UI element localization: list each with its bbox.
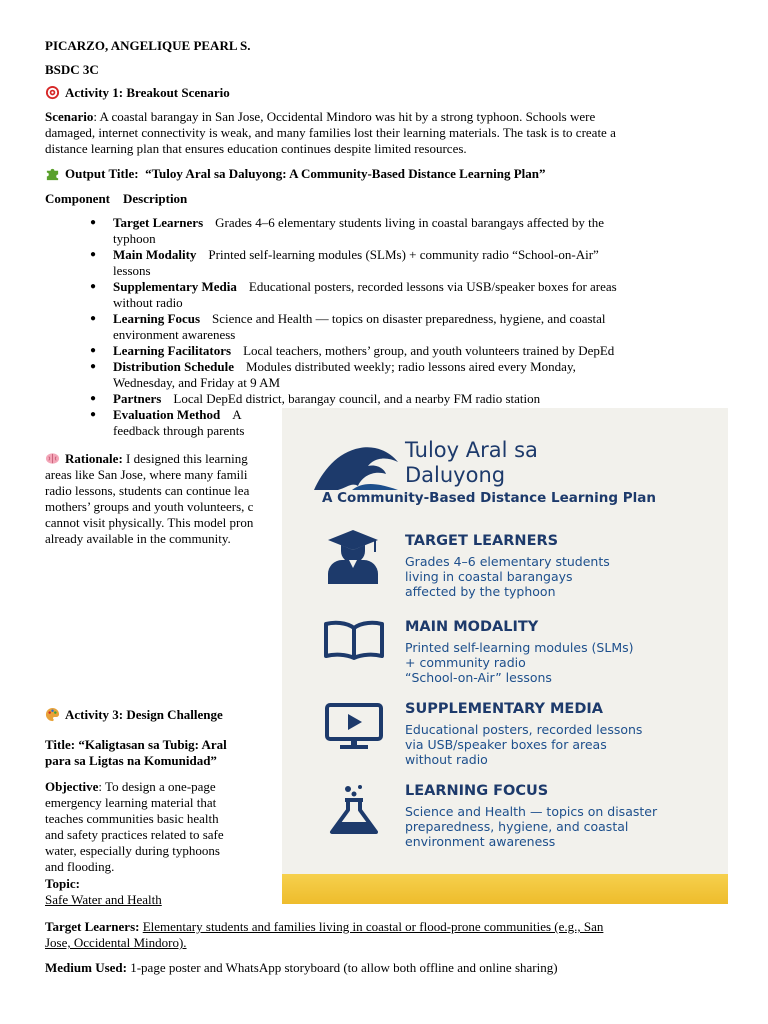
rationale-line: cannot visit physically. This model pron xyxy=(45,515,254,530)
item-desc: A xyxy=(232,407,242,422)
objective-label: Objective xyxy=(45,779,99,794)
component-list xyxy=(90,215,710,439)
item-key: Supplementary Media xyxy=(113,279,237,294)
section-supplementary-media xyxy=(405,700,705,767)
item-key: Learning Focus xyxy=(113,311,201,326)
video-monitor-icon xyxy=(324,702,384,750)
infographic-title-line: Daluyong xyxy=(405,463,506,487)
scenario-line-3: distance learning plan that ensures education continues despite limited resources. xyxy=(45,141,467,156)
activity1-heading xyxy=(45,85,230,101)
palette-icon xyxy=(45,707,60,722)
objective-line: teaches communities basic health xyxy=(45,811,219,826)
section-description xyxy=(405,804,705,849)
graduate-icon xyxy=(324,528,382,584)
section-line: affected by the typhoon xyxy=(405,584,556,599)
gold-footer-band xyxy=(282,874,728,904)
target-line: Elementary students and families living in coastal or flood-prone communities (e.g., San xyxy=(142,919,604,934)
section-line: + community radio xyxy=(405,655,526,670)
item-key: Distribution Schedule xyxy=(113,359,234,374)
section-line: preparedness, hygiene, and coastal xyxy=(405,819,629,834)
list-item xyxy=(90,311,710,343)
objective-line: water, especially during typhoons xyxy=(45,843,220,858)
item-desc: Local DepEd district, barangay council, and a nearby FM radio station xyxy=(173,391,541,406)
rationale-line: radio lessons, students can continue lea xyxy=(45,483,250,498)
activity3-heading-text: Activity 3: Design Challenge xyxy=(65,707,223,722)
topic-label: Topic: xyxy=(45,876,80,891)
section-description xyxy=(405,722,705,767)
scenario-line-1: : A coastal barangay in San Jose, Occidental Mindoro was hit by a strong typhoon. Schools were xyxy=(93,109,596,124)
item-desc-cont: feedback through parents xyxy=(113,423,245,438)
brain-icon xyxy=(45,451,60,466)
rationale-line: I designed this learning xyxy=(126,451,248,466)
infographic-title-line: Tuloy Aral sa xyxy=(405,438,538,462)
activity1-heading-text: Activity 1: Breakout Scenario xyxy=(65,85,230,100)
section-target-learners xyxy=(405,532,705,599)
list-item xyxy=(90,359,710,391)
design-title-line: para sa Ligtas na Komunidad” xyxy=(45,753,217,768)
topic-block xyxy=(45,876,162,908)
rationale-line: areas like San Jose, where many famili xyxy=(45,467,248,482)
wave-logo-icon xyxy=(312,442,400,492)
item-desc: Modules distributed weekly; radio lessons aired every Monday, xyxy=(246,359,576,374)
item-desc-cont: typhoon xyxy=(113,231,156,246)
item-key: Target Learners xyxy=(113,215,204,230)
section-heading: TARGET LEARNERS xyxy=(405,533,559,549)
scenario-paragraph xyxy=(45,109,725,157)
section-learning-focus xyxy=(405,782,705,849)
section-description xyxy=(405,554,705,599)
infographic-title xyxy=(405,438,538,488)
book-icon xyxy=(324,620,384,660)
scenario-label: Scenario xyxy=(45,109,94,124)
objective-line: emergency learning material that xyxy=(45,795,217,810)
item-desc-cont: lessons xyxy=(113,263,151,278)
section-line: Printed self-learning modules (SLMs) xyxy=(405,640,634,655)
student-name: PICARZO, ANGELIQUE PEARL S. xyxy=(45,38,251,53)
section-description xyxy=(405,640,705,685)
design-title xyxy=(45,737,285,769)
flask-icon xyxy=(324,784,384,836)
medium-block xyxy=(45,960,725,976)
section-line: Educational posters, recorded lessons xyxy=(405,722,643,737)
item-key: Learning Facilitators xyxy=(113,343,232,358)
list-item xyxy=(90,279,710,311)
scenario-line-2: damaged, internet connectivity is weak, and many families lost their learning materials. The task is to create a xyxy=(45,125,616,140)
col-description: Description xyxy=(123,191,188,206)
rationale-line: already available in the community. xyxy=(45,531,231,546)
section-heading: LEARNING FOCUS xyxy=(405,783,549,799)
section-heading: MAIN MODALITY xyxy=(405,619,539,635)
section-line: Science and Health — topics on disaster xyxy=(405,804,658,819)
section-heading: SUPPLEMENTARY MEDIA xyxy=(405,701,603,717)
output-label: Output Title: xyxy=(65,166,139,181)
item-desc: Grades 4–6 elementary students living in coastal barangays affected by the xyxy=(215,215,605,230)
item-desc-cont: without radio xyxy=(113,295,183,310)
section-line: without radio xyxy=(405,752,488,767)
target-icon xyxy=(45,85,60,100)
list-item xyxy=(90,343,710,359)
item-desc: Educational posters, recorded lessons via USB/speaker boxes for areas xyxy=(248,279,617,294)
item-desc: Printed self-learning modules (SLMs) + community radio “School-on-Air” xyxy=(208,247,599,262)
item-key: Evaluation Method xyxy=(113,407,221,422)
output-title: “Tuloy Aral sa Daluyong: A Community-Based Distance Learning Plan” xyxy=(145,166,546,181)
target-line: Jose, Occidental Mindoro). xyxy=(45,935,187,950)
medium-value: 1-page poster and WhatsApp storyboard (to allow both offline and online sharing) xyxy=(130,960,558,975)
item-key: Main Modality xyxy=(113,247,197,262)
section-line: via USB/speaker boxes for areas xyxy=(405,737,607,752)
objective-line: : To design a one-page xyxy=(98,779,216,794)
col-component: Component xyxy=(45,191,111,206)
design-title-line: Title: “Kaligtasan sa Tubig: Aral xyxy=(45,737,227,752)
item-desc: Science and Health — topics on disaster preparedness, hygiene, and coastal xyxy=(212,311,606,326)
item-desc-cont: Wednesday, and Friday at 9 AM xyxy=(113,375,281,390)
topic-value: Safe Water and Health xyxy=(45,892,162,907)
infographic-subtitle: A Community-Based Distance Learning Plan xyxy=(322,490,657,506)
list-item xyxy=(90,247,710,279)
puzzle-icon xyxy=(45,166,60,181)
list-item xyxy=(90,215,710,247)
section-main-modality xyxy=(405,618,705,685)
medium-label: Medium Used: xyxy=(45,960,127,975)
student-section: BSDC 3C xyxy=(45,62,99,77)
item-desc-cont: environment awareness xyxy=(113,327,236,342)
infographic-card xyxy=(282,408,728,904)
table-header xyxy=(45,191,187,207)
objective-paragraph xyxy=(45,779,285,875)
list-item xyxy=(90,391,710,407)
section-line: living in coastal barangays xyxy=(405,569,573,584)
rationale-label: Rationale: xyxy=(65,451,123,466)
section-line: Grades 4–6 elementary students xyxy=(405,554,610,569)
objective-line: and flooding. xyxy=(45,859,115,874)
objective-line: and safety practices related to safe xyxy=(45,827,224,842)
target-label: Target Learners: xyxy=(45,919,140,934)
section-line: “School-on-Air” lessons xyxy=(405,670,552,685)
target-learners-block xyxy=(45,919,725,951)
item-key: Partners xyxy=(113,391,162,406)
item-desc: Local teachers, mothers’ group, and youth volunteers trained by DepEd xyxy=(243,343,615,358)
section-line: environment awareness xyxy=(405,834,556,849)
activity3-heading xyxy=(45,707,223,723)
rationale-line: mothers’ groups and youth volunteers, c xyxy=(45,499,254,514)
output-title-line xyxy=(45,166,545,182)
rationale-paragraph xyxy=(45,451,285,547)
